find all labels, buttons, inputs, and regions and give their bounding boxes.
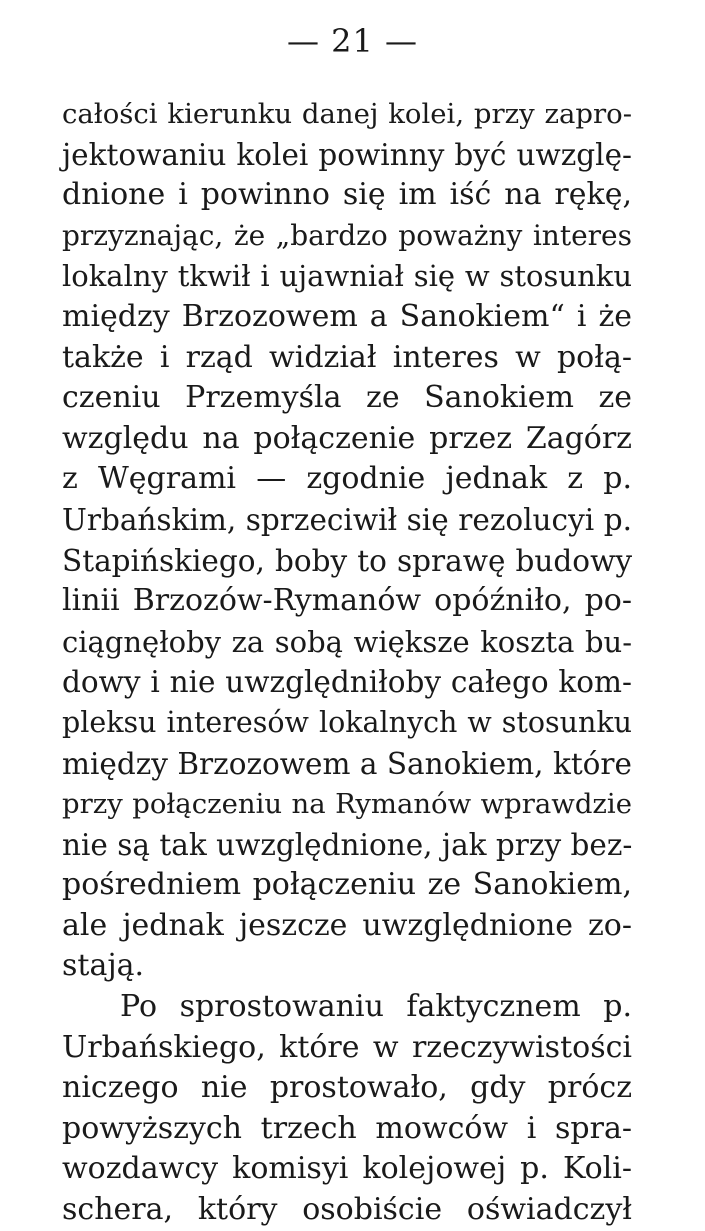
text-line: niczego nie prostowało, gdy prócz bbox=[62, 1070, 632, 1106]
text-line: przy połączeniu na Rymanów wprawdzie bbox=[62, 788, 632, 821]
text-line: także i rząd widział interes w połą- bbox=[62, 339, 632, 375]
paragraph-1 bbox=[62, 94, 632, 987]
text-line: linii Brzozów-Rymanów opóźniło, po- bbox=[62, 583, 632, 619]
paragraph-2 bbox=[62, 987, 632, 1231]
text-line: między Brzozowem a Sanokiem, które bbox=[62, 746, 632, 781]
text-line: całości kierunku danej kolei, przy zapro- bbox=[62, 98, 632, 130]
text-line: Stapińskiego, boby to sprawę budowy bbox=[62, 543, 632, 578]
text-line: lokalny tkwił i ujawniał się w stosunku bbox=[62, 259, 632, 294]
text-line: przyznając, że „bardzo poważny interes bbox=[62, 218, 632, 252]
text-line: ale jednak jeszcze uwzględnione zo- bbox=[62, 907, 632, 943]
text-line: pośredniem połączeniu ze Sanokiem, bbox=[62, 867, 632, 903]
body-text bbox=[62, 94, 632, 1231]
text-line: jektowaniu kolei powinny być uwzglę- bbox=[62, 137, 632, 172]
text-line: dnione i powinno się im iść na rękę, bbox=[62, 177, 632, 213]
text-line: Urbańskim, sprzeciwił się rezolucyi p. bbox=[62, 502, 632, 537]
text-line: czeniu Przemyśla ze Sanokiem ze bbox=[62, 380, 632, 416]
page-number: — 21 — bbox=[286, 22, 419, 60]
text-line: Urbańskiego, które w rzeczywistości bbox=[62, 1029, 632, 1065]
text-line: powyższych trzech mowców i spra- bbox=[62, 1110, 632, 1146]
text-line: z Węgrami — zgodnie jednak z p. bbox=[62, 461, 632, 497]
text-line: stają. bbox=[62, 948, 145, 984]
text-line: nie są tak uwzględnione, jak przy bez- bbox=[62, 827, 633, 862]
text-line: dowy i nie uwzględniłoby całego kom- bbox=[62, 665, 632, 700]
text-line: wozdawcy komisyi kolejowej p. Koli- bbox=[62, 1151, 632, 1187]
text-line: względu na połączenie przez Zagórz bbox=[62, 420, 632, 456]
text-line: ciągnęłoby za sobą większe koszta bu- bbox=[62, 624, 632, 659]
text-line: pleksu interesów lokalnych w stosunku bbox=[62, 705, 632, 739]
text-line: między Brzozowem a Sanokiem“ i że bbox=[62, 298, 632, 334]
text-line: Po sprostowaniu faktycznem p. bbox=[120, 989, 632, 1025]
text-line: schera, który osobiście oświadczył bbox=[62, 1192, 632, 1228]
